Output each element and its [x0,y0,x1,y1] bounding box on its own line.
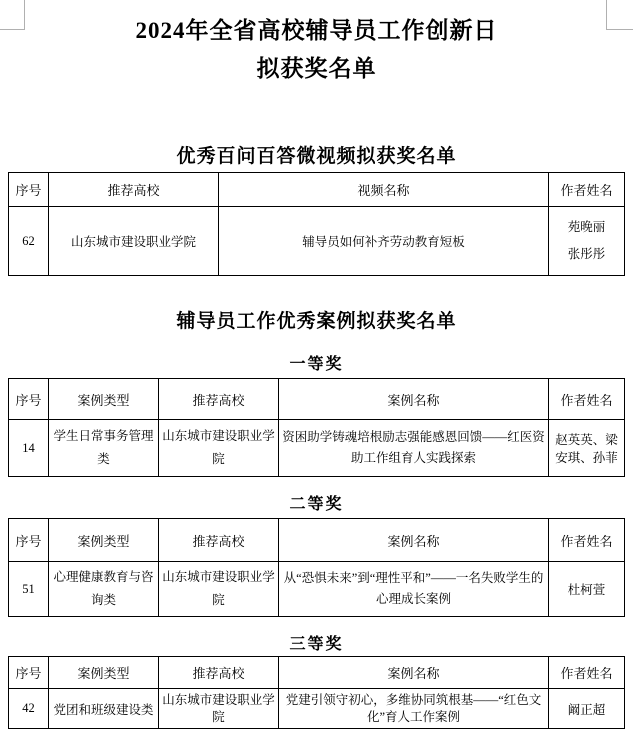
prize-label-first: 一等奖 [289,356,344,373]
cell-serial: 14 [9,420,49,477]
first-prize-table [8,378,625,477]
case-section-heading: 辅导员工作优秀案例拟获奖名单 [176,311,457,332]
header-case-type: 案例类型 [49,379,159,420]
prize-label-second: 二等奖 [289,496,344,513]
cell-case-name: 从“恐惧未来”到“理性平和”——一名失败学生的心理成长案例 [279,562,549,617]
cell-authors: 赵英英、梁安琪、孙菲 [549,420,625,477]
document-title [0,12,633,88]
header-author: 作者姓名 [549,379,625,420]
cell-authors [549,207,625,276]
header-author: 作者姓名 [549,173,625,207]
header-school: 推荐高校 [159,519,279,562]
cell-serial: 42 [9,689,49,729]
author-name: 苑晚丽 [567,220,606,234]
table-header-row [9,173,625,207]
cell-video-name: 辅导员如何补齐劳动教育短板 [219,207,549,276]
cell-case-type: 心理健康教育与咨询类 [49,562,159,617]
document-title-line1: 2024年全省高校辅导员工作创新日 [135,18,498,43]
header-serial: 序号 [9,519,49,562]
header-case-name: 案例名称 [279,657,549,689]
header-author: 作者姓名 [549,519,625,562]
cell-case-type: 学生日常事务管理类 [49,420,159,477]
author-name: 张彤彤 [567,247,606,261]
header-case-name: 案例名称 [279,519,549,562]
header-school: 推荐高校 [159,657,279,689]
table-row [9,207,625,276]
second-prize-table [8,518,625,617]
cell-school: 山东城市建设职业学院 [159,689,279,729]
cell-authors: 阚正超 [549,689,625,729]
header-case-type: 案例类型 [49,519,159,562]
cell-case-name: 党建引领守初心，多维协同筑根基——“红色文化”育人工作案例 [279,689,549,729]
cell-school: 山东城市建设职业学院 [49,207,219,276]
cell-authors: 杜柯萱 [549,562,625,617]
cell-serial: 51 [9,562,49,617]
header-serial: 序号 [9,657,49,689]
video-awards-table [8,172,625,276]
header-author: 作者姓名 [549,657,625,689]
table-header-row [9,657,625,689]
header-school: 推荐高校 [159,379,279,420]
document-title-line2: 拟获奖名单 [256,56,377,81]
cell-school: 山东城市建设职业学院 [159,562,279,617]
cell-case-type: 党团和班级建设类 [49,689,159,729]
video-section-heading: 优秀百问百答微视频拟获奖名单 [176,146,457,167]
header-serial: 序号 [9,173,49,207]
header-case-type: 案例类型 [49,657,159,689]
header-serial: 序号 [9,379,49,420]
table-header-row [9,519,625,562]
cell-school: 山东城市建设职业学院 [159,420,279,477]
table-row [9,562,625,617]
table-row [9,420,625,477]
table-header-row [9,379,625,420]
cell-serial: 62 [9,207,49,276]
prize-label-third: 三等奖 [289,636,344,653]
table-row [9,689,625,729]
third-prize-table [8,656,625,729]
header-school: 推荐高校 [49,173,219,207]
header-case-name: 案例名称 [279,379,549,420]
header-video-name: 视频名称 [219,173,549,207]
cell-case-name: 资困助学铸魂培根励志强能感恩回馈——红医资助工作组育人实践探索 [279,420,549,477]
